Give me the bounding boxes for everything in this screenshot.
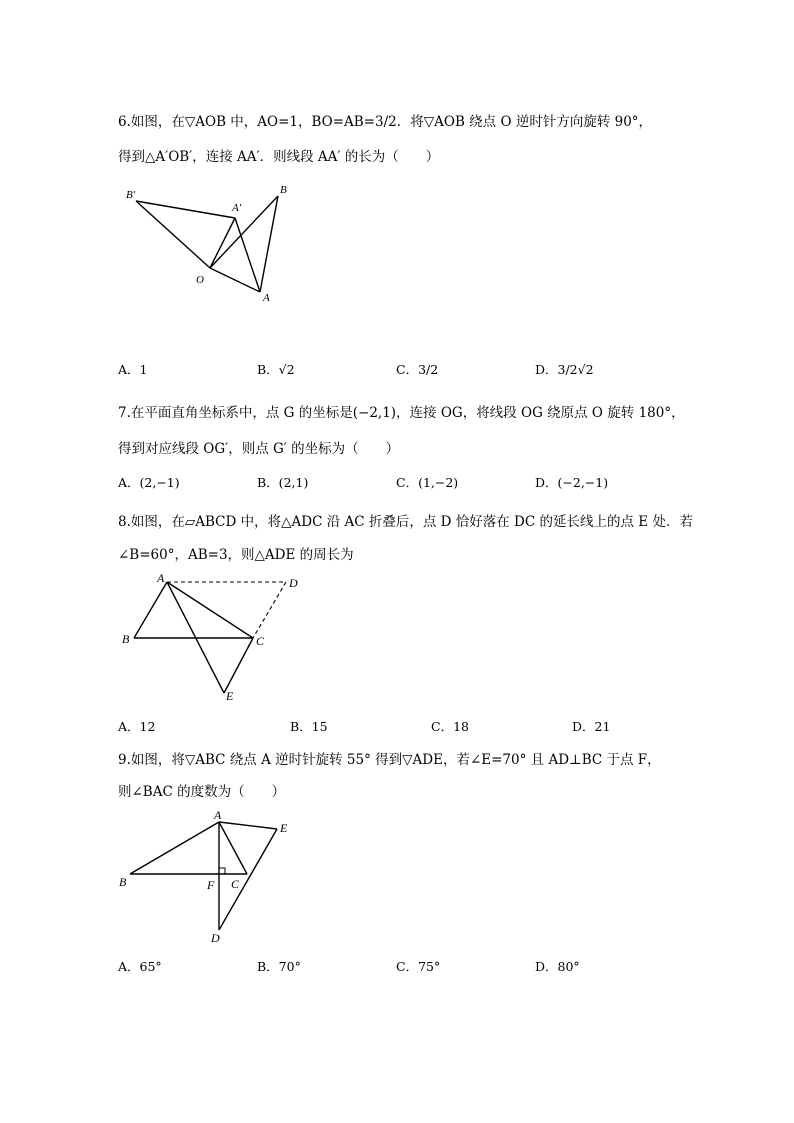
q6-option-b[interactable]: B．√2 (257, 362, 295, 377)
q7-option-c[interactable]: C．(1,−2) (396, 475, 459, 490)
q9-figure (118, 805, 303, 945)
q6-label-b: B (280, 184, 287, 196)
q6-label-o: O (196, 274, 204, 286)
q6-option-d[interactable]: D．3/2√2 (535, 362, 594, 377)
q8-label-c: C (256, 634, 265, 648)
q9-label-b: B (119, 875, 127, 889)
q9-option-c[interactable]: C．75° (396, 959, 441, 974)
q6-figure (118, 178, 298, 308)
q7-option-b[interactable]: B．(2,1) (257, 475, 309, 490)
q9-label-e: E (280, 821, 288, 835)
q8-option-d[interactable]: D．21 (572, 719, 611, 734)
q6-label-aprime: A′ (232, 202, 242, 214)
q8-option-c[interactable]: C．18 (431, 719, 469, 734)
q9-stem-line1: 9.如图，将▽ABC 绕点 A 逆时针旋转 55° 得到▽ADE，若∠E=70° 且 AD⊥BC 于点 F， (118, 752, 661, 768)
q6-option-a[interactable]: A．1 (118, 362, 148, 377)
q6-stem-line2: 得到△A′OB′，连接 AA′．则线段 AA′ 的长为（ ） (118, 149, 440, 165)
q6-stem-line1: 6.如图，在▽AOB 中，AO=1，BO=AB=3/2．将▽AOB 绕点 O 逆时针方向旋转 90°， (118, 114, 653, 130)
q6-label-bprime: B′ (126, 189, 136, 201)
q8-option-a[interactable]: A．12 (118, 719, 156, 734)
q7-stem-line1: 7.在平面直角坐标系中，点 G 的坐标是(−2,1)，连接 OG，将线段 OG 绕原点 O 旋转 180°， (118, 405, 685, 421)
q9-option-a[interactable]: A．65° (118, 959, 162, 974)
q9-label-a: A (214, 808, 222, 822)
q8-label-e: E (226, 689, 234, 703)
q9-stem-line2: 则∠BAC 的度数为（ ） (118, 784, 286, 800)
q7-option-a[interactable]: A．(2,−1) (118, 475, 180, 490)
q8-label-b: B (122, 632, 130, 646)
q8-stem-line1: 8.如图，在▱ABCD 中，将△ADC 沿 AC 折叠后，点 D 恰好落在 DC 的延长线上的点 E 处．若 (118, 514, 693, 530)
q8-label-a: A (157, 571, 165, 585)
q6-option-c[interactable]: C．3/2 (396, 362, 439, 377)
q9-label-f: F (207, 878, 215, 892)
q8-figure (118, 570, 318, 705)
q7-option-d[interactable]: D．(−2,−1) (535, 475, 609, 490)
q9-option-b[interactable]: B．70° (257, 959, 301, 974)
q8-label-d: D (289, 576, 298, 590)
q7-stem-line2: 得到对应线段 OG′，则点 G′ 的坐标为（ ） (118, 441, 400, 457)
q9-label-c: C (231, 877, 240, 891)
q9-option-d[interactable]: D．80° (535, 959, 580, 974)
q8-stem-line2: ∠B=60°，AB=3，则△ADE 的周长为 (118, 547, 354, 563)
q8-option-b[interactable]: B．15 (290, 719, 328, 734)
q9-label-d: D (211, 931, 220, 945)
q6-label-a: A (263, 292, 270, 304)
